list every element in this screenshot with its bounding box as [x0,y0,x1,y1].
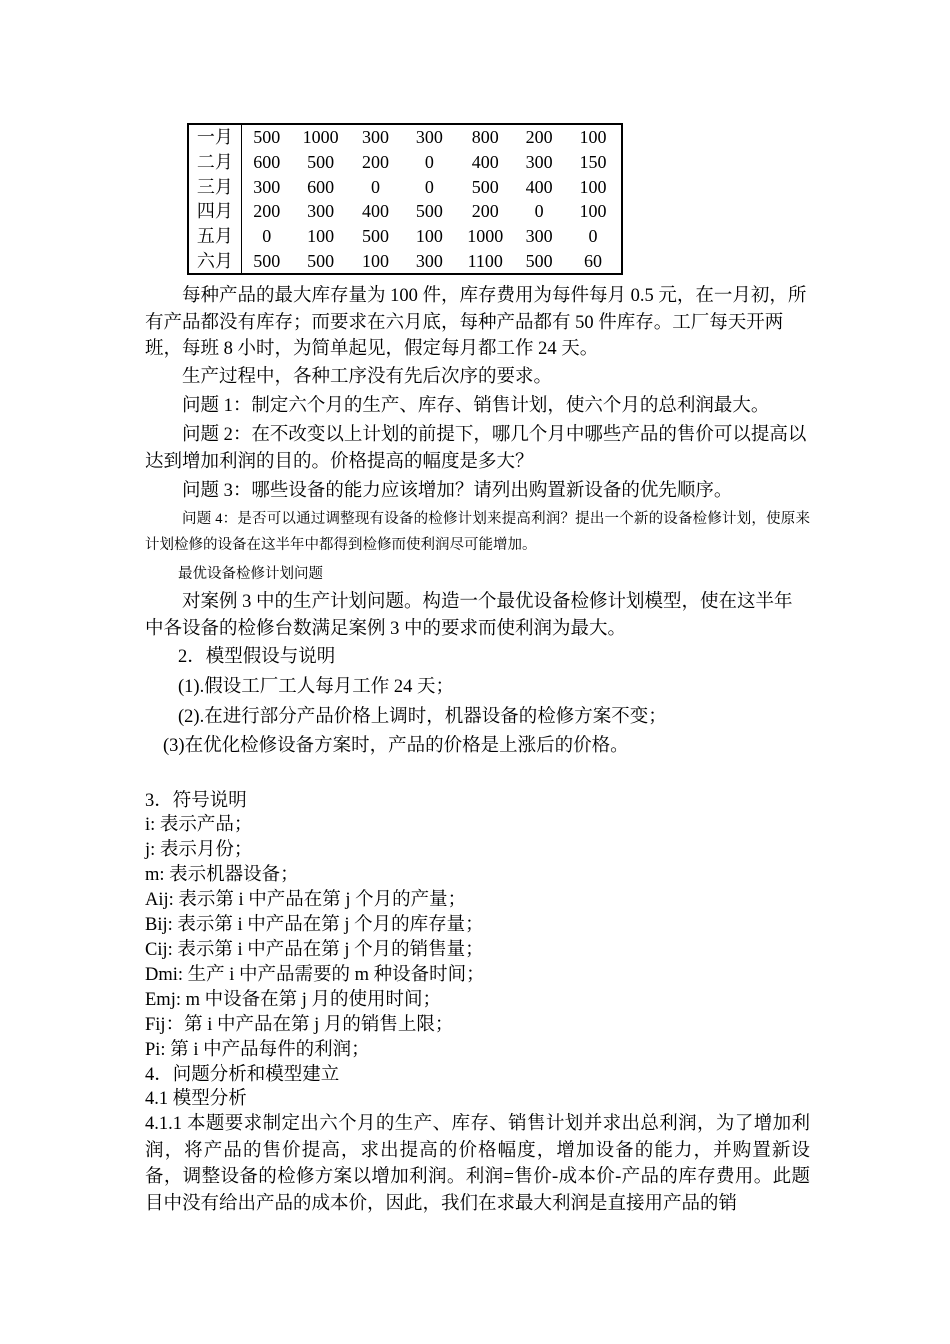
assumption-1: (1).假设工厂工人每月工作 24 天； [178,677,454,697]
paragraph-4-1-1: 4.1.1 本题要求制定出六个月的生产、库存、销售计划并求出总利润，为了增加利润，将产品的售价提高，求出提高的价格幅度，增加设备的能力，并购置新设备，调整设备的检修方案以增加利润。利润=售价-成本价-产品的库存费用。此题目中没有给出产品的成本价，因此，我们在求最大利润是直接用产品的销 [145,1114,810,1214]
symbol-definition: m: 表示机器设备； [145,865,299,885]
month-cell: 一月 [189,125,241,150]
value-cell: 400 [362,201,390,222]
symbol-definition: j: 表示月份； [145,840,253,860]
section-2-heading: 2．模型假设与说明 [178,647,336,667]
value-cell: 1100 [467,250,503,271]
value-cell: 0 [424,176,434,197]
table-row [189,199,621,224]
value-cell: 300 [253,176,281,197]
value-cell: 1000 [302,127,339,148]
section-4-heading: 4．问题分析和模型建立 [145,1065,340,1085]
question-2: 问题 2：在不改变以上计划的前提下，哪几个月中哪些产品的售价可以提高以达到增加利润的目的。价格提高的幅度是多大？ [145,425,807,472]
section-3-heading: 3．符号说明 [145,791,247,811]
value-cell: 200 [362,151,390,172]
table-row [189,248,621,273]
value-cell: 100 [579,176,607,197]
table-row [189,150,621,175]
assumption-3: (3)在优化检修设备方案时，产品的价格是上涨后的价格。 [163,736,629,756]
month-cell: 四月 [189,199,241,224]
value-cell: 0 [371,176,381,197]
sales-limit-table [187,123,623,275]
month-cell: 六月 [189,248,241,273]
symbol-definition: Aij: 表示第 i 中产品在第 j 个月的产量； [145,890,467,910]
value-cell: 600 [253,151,281,172]
table-row [189,224,621,249]
paragraph-model: 对案例 3 中的生产计划问题。构造一个最优设备检修计划模型，使在这半年中各设备的检修台数满足案例 3 中的要求而使利润为最大。 [145,592,793,639]
paragraph-process: 生产过程中，各种工序没有先后次序的要求。 [182,367,553,387]
value-cell: 100 [415,225,443,246]
value-cell: 400 [525,176,553,197]
value-cell: 0 [262,225,272,246]
value-cell: 500 [362,225,390,246]
value-cell: 300 [415,127,443,148]
value-cell: 500 [525,250,553,271]
value-cell: 0 [588,225,598,246]
value-cell: 400 [471,151,499,172]
value-cell: 100 [579,201,607,222]
month-cell: 五月 [189,224,241,249]
value-cell: 0 [424,151,434,172]
value-cell: 0 [534,201,544,222]
table-row [189,174,621,199]
section-4-1-heading: 4.1 模型分析 [145,1089,247,1109]
value-cell: 800 [471,127,499,148]
value-cell: 200 [471,201,499,222]
month-cell: 二月 [189,150,241,175]
value-cell: 300 [307,201,335,222]
question-1: 问题 1：制定六个月的生产、库存、销售计划，使六个月的总利润最大。 [182,396,770,416]
value-cell: 300 [362,127,390,148]
value-cell: 300 [525,225,553,246]
symbol-definition: Fij：第 i 中产品在第 j 月的销售上限； [145,1015,454,1035]
value-cell: 200 [253,201,281,222]
table-row [189,125,621,150]
value-cell: 100 [362,250,390,271]
month-cell: 三月 [189,174,241,199]
value-cell: 300 [525,151,553,172]
question-4: 问题 4：是否可以通过调整现有设备的检修计划来提高利润？提出一个新的设备检修计划，使原来计划检修的设备在这半年中都得到检修而使利润尽可能增加。 [145,511,810,553]
value-cell: 500 [471,176,499,197]
symbol-definition: Emj: m 中设备在第 j 月的使用时间； [145,990,442,1010]
value-cell: 500 [253,127,281,148]
value-cell: 150 [579,151,607,172]
symbol-definition: Bij: 表示第 i 中产品在第 j 个月的库存量； [145,915,484,935]
value-cell: 100 [307,225,335,246]
value-cell: 60 [584,250,603,271]
assumption-2: (2).在进行部分产品价格上调时，机器设备的检修方案不变； [178,707,667,727]
symbol-definition: Dmi: 生产 i 中产品需要的 m 种设备时间； [145,965,485,985]
value-cell: 100 [579,127,607,148]
symbol-definition: Cij: 表示第 i 中产品在第 j 个月的销售量； [145,940,484,960]
subtitle: 最优设备检修计划问题 [178,566,323,582]
value-cell: 1000 [467,225,504,246]
symbol-definition: i: 表示产品； [145,815,253,835]
paragraph-inventory: 每种产品的最大库存量为 100 件，库存费用为每件每月 0.5 元，在一月初，所有产品都没有库存；而要求在六月底，每种产品都有 50 件库存。工厂每天开两班，每班 8 小时，为简单起见，假定每月都工作 24 天。 [145,286,807,359]
question-3: 问题 3：哪些设备的能力应该增加？请列出购置新设备的优先顺序。 [182,481,733,501]
value-cell: 300 [415,250,443,271]
value-cell: 200 [525,127,553,148]
symbol-definition: Pi: 第 i 中产品每件的利润； [145,1040,370,1060]
value-cell: 500 [253,250,281,271]
value-cell: 500 [307,250,335,271]
value-cell: 600 [307,176,335,197]
value-cell: 500 [307,151,335,172]
value-cell: 500 [415,201,443,222]
